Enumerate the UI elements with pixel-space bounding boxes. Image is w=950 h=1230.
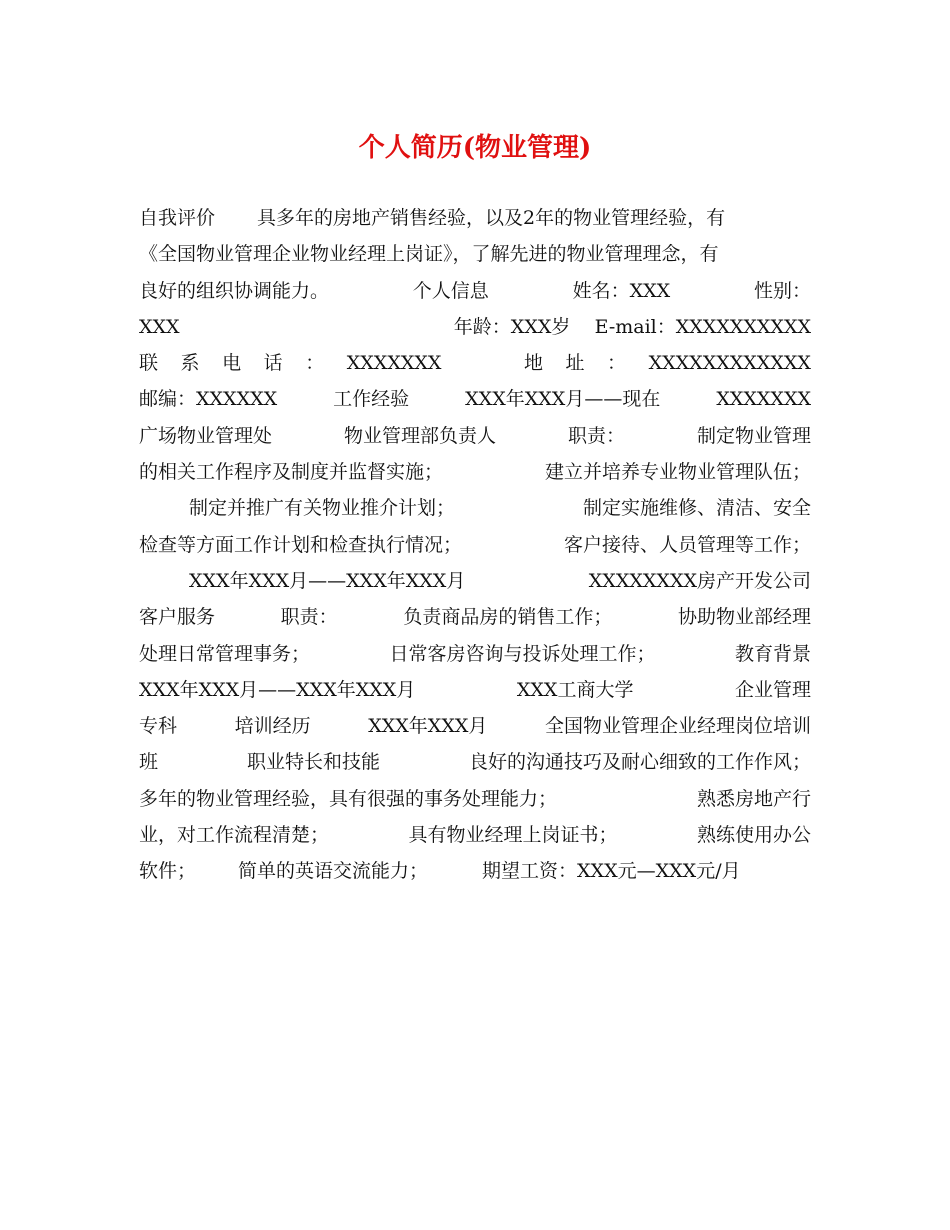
section-label-training: 培训经历 [234,715,311,738]
text-segment: 熟练使用办公 [696,824,811,847]
text-segment: 简单的英语交流能力； [238,860,429,883]
training-period: XXX年XXX月 [368,715,488,738]
work-company-2: XXXXXXXX房产开发公司 [588,569,811,592]
section-label-personal-info: 个人信息 [412,279,489,302]
text-line [139,454,811,490]
text-line [139,563,811,599]
training-course: 全国物业管理企业经理岗位培训 [544,715,811,738]
document-body [139,200,811,890]
text-segment: 熟悉房地产行 [696,787,811,810]
work-period-1: XXX年XXX月——现在 [465,388,661,411]
text-line [139,381,811,417]
text-line [139,599,811,635]
field-name: 姓名：XXX [572,279,671,302]
work-period-2: XXX年XXX月——XXX年XXX月 [189,569,466,592]
text-line [139,345,811,381]
work-position-2: 客户服务 [139,606,216,629]
text-line [139,744,811,780]
text-line [139,418,811,454]
education-level: 专科 [139,715,178,738]
field-email: E-mail：XXXXXXXXXX [594,315,811,338]
field-gender-value: XXX [139,315,180,338]
education-major: 企业管理 [734,678,811,701]
text-line [139,490,811,526]
field-phone: XXXXXXX [346,352,442,375]
education-period: XXX年XXX月——XXX年XXX月 [139,678,416,701]
text-line [139,853,811,889]
section-label-work-experience: 工作经验 [333,388,410,411]
text-segment: 客户接待、人员管理等工作； [563,533,811,556]
field-age: 年龄：XXX岁 [453,315,571,338]
field-postcode: 邮编：XXXXXX [139,388,278,411]
text-segment: 检查等方面工作计划和检查执行情况； [139,533,463,556]
text-char: 电 [222,352,242,375]
text-segment: 多年的物业管理经验，具有很强的事务处理能力； [139,787,558,810]
text-segment: 处理日常管理事务； [139,642,311,665]
text-segment: 班 [139,751,159,774]
text-segment: 制定并推广有关物业推介计划； [189,497,456,520]
field-address: XXXXXXXXXXXX [648,352,811,375]
text-line [139,200,811,236]
text-segment: 建立并培养专业物业管理队伍； [544,461,811,484]
section-label-education: 教育背景 [734,642,811,665]
text-char: 地 [523,352,543,375]
text-line [139,309,811,345]
work-company-1: XXXXXXX [716,388,811,411]
text-line [139,708,811,744]
field-gender-label: 性别： [753,279,811,302]
text-segment: 《全国物业管理企业物业经理上岗证》，了解先进的物业管理理念，有 [139,243,719,266]
text-line [139,273,811,309]
text-segment: 广场物业管理处 [139,424,273,447]
text-char: 联 [139,352,159,375]
text-segment: 制定实施维修、清洁、安全 [582,497,811,520]
text-segment: 良好的组织协调能力。 [139,279,330,302]
text-line [139,636,811,672]
text-line [139,817,811,853]
work-position-1: 物业管理部负责人 [343,424,496,447]
text-segment: 软件； [139,860,197,883]
text-char: ： [607,352,627,375]
duty-label: 职责： [280,606,338,629]
duty-label: 职责： [567,424,625,447]
text-segment: 具有物业经理上岗证书； [408,824,618,847]
text-line [139,527,811,563]
expected-salary: 期望工资：XXX元—XXX元/月 [482,860,741,883]
text-segment: 的相关工作程序及制度并监督实施； [139,461,444,484]
text-segment: 具多年的房地产销售经验，以及2年的物业管理经验，有 [257,207,726,229]
text-segment: 负责商品房的销售工作； [403,606,613,629]
document-title: 个人简历(物业管理) [358,133,592,163]
section-label-skills: 职业特长和技能 [246,751,380,774]
text-segment: 日常客房咨询与投诉处理工作； [389,642,656,665]
text-line [139,781,811,817]
text-char: 话 [263,352,283,375]
education-school: XXX工商大学 [516,678,634,701]
text-segment: 制定物业管理 [696,424,811,447]
section-label-self-evaluation: 自我评价 [139,207,216,229]
text-segment: 协助物业部经理 [677,606,811,629]
text-char: 址 [565,352,585,375]
text-segment: 业，对工作流程清楚； [139,824,330,847]
text-char: ： [305,352,325,375]
text-line [139,672,811,708]
text-line [139,236,811,272]
text-segment: 良好的沟通技巧及耐心细致的工作作风； [468,751,811,774]
text-char: 系 [180,352,200,375]
